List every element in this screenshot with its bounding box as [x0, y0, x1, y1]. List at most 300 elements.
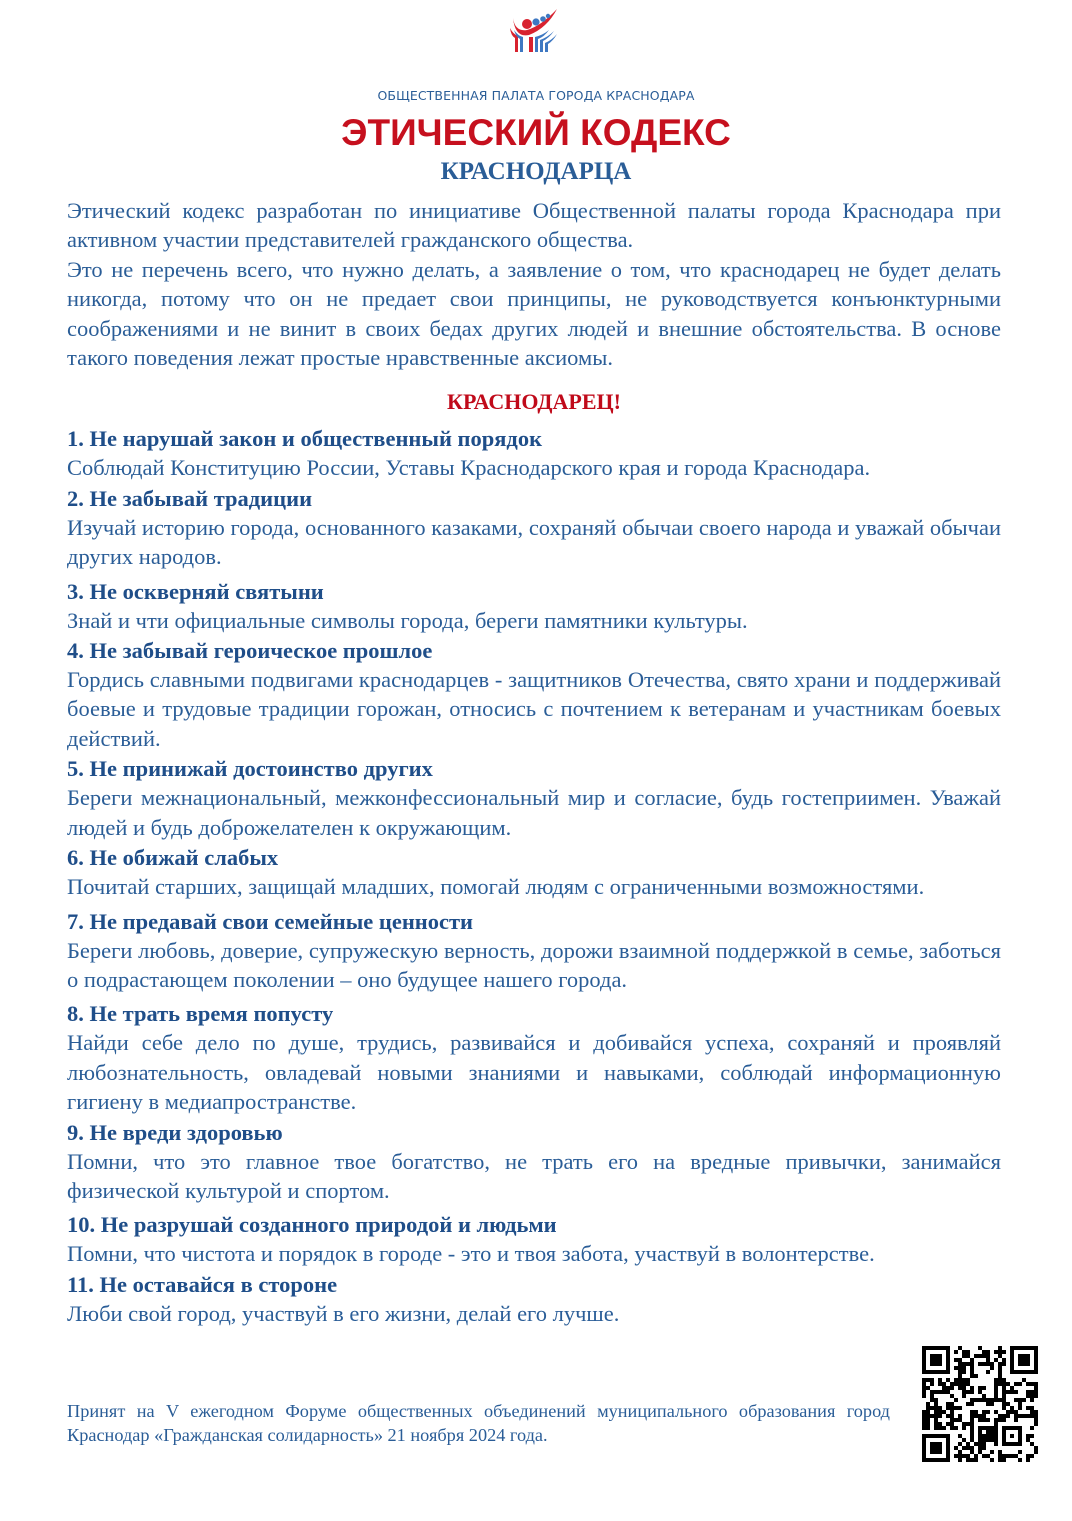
qr-module [982, 1398, 986, 1402]
document-subtitle: КРАСНОДАРЦА [440, 158, 632, 185]
rule-item [67, 485, 1001, 572]
qr-module [946, 1414, 950, 1418]
qr-module [1030, 1398, 1034, 1402]
qr-module [986, 1398, 990, 1402]
qr-module [986, 1418, 990, 1422]
qr-module [958, 1414, 962, 1418]
qr-module [1034, 1386, 1038, 1390]
qr-module [1002, 1398, 1006, 1402]
qr-module [998, 1374, 1002, 1378]
qr-module [1034, 1446, 1038, 1450]
rule-title: 11. Не оставайся в стороне [67, 1271, 338, 1297]
qr-module [998, 1346, 1002, 1350]
qr-module [970, 1438, 974, 1442]
qr-module [954, 1426, 958, 1430]
qr-module [1034, 1382, 1038, 1386]
qr-module [1030, 1410, 1034, 1414]
qr-module [958, 1454, 962, 1458]
qr-module [1002, 1358, 1006, 1362]
qr-module [954, 1418, 958, 1422]
intro-paragraph: Этический кодекс разработан по инициативе Общественной палаты города Краснодара при активном участии представителей гражданского общества. [67, 198, 1001, 253]
qr-module [982, 1426, 986, 1430]
qr-module [958, 1366, 962, 1370]
rules-list [67, 425, 1001, 1328]
rule-item [67, 1271, 1001, 1328]
rule-title: 9. Не вреди здоровью [67, 1119, 283, 1145]
qr-module [1002, 1362, 1006, 1366]
qr-module [930, 1394, 934, 1398]
qr-module [982, 1434, 986, 1438]
qr-module [922, 1386, 926, 1390]
qr-module [998, 1354, 1002, 1358]
qr-module [998, 1362, 1002, 1366]
qr-module [958, 1442, 962, 1446]
qr-module [1022, 1378, 1026, 1382]
qr-module [938, 1378, 942, 1382]
qr-module [1010, 1386, 1014, 1390]
qr-module [962, 1386, 966, 1390]
qr-module [954, 1382, 958, 1386]
qr-module [1030, 1426, 1034, 1430]
qr-module [958, 1374, 962, 1378]
qr-module [970, 1434, 974, 1438]
qr-module [990, 1362, 994, 1366]
qr-module [922, 1390, 926, 1394]
qr-module [982, 1446, 986, 1450]
qr-module [970, 1422, 974, 1426]
qr-module [946, 1422, 950, 1426]
qr-module [990, 1366, 994, 1370]
qr-module [1002, 1378, 1006, 1382]
qr-module [934, 1390, 938, 1394]
qr-module [1014, 1454, 1018, 1458]
qr-module [922, 1394, 926, 1398]
rule-text: Береги межнациональный, межконфессиональный мир и согласие, будь гостеприимен. Уважай людей и будь доброжелателен к окружающим. [67, 785, 1001, 840]
qr-module [922, 1414, 926, 1418]
qr-module [970, 1430, 974, 1434]
qr-module [1010, 1390, 1014, 1394]
qr-module [942, 1390, 946, 1394]
rule-item [67, 425, 1001, 482]
qr-module [994, 1442, 998, 1446]
qr-module [1002, 1406, 1006, 1410]
qr-module [1018, 1402, 1022, 1406]
qr-module [930, 1406, 934, 1410]
qr-module [958, 1458, 962, 1462]
qr-module [950, 1402, 954, 1406]
qr-module [1030, 1394, 1034, 1398]
rule-text: Знай и чти официальные символы города, береги памятники культуры. [67, 607, 748, 633]
qr-module [982, 1442, 986, 1446]
qr-module [938, 1422, 942, 1426]
document-title: ЭТИЧЕСКИЙ КОДЕКС [341, 112, 731, 153]
qr-module [982, 1362, 986, 1366]
qr-module [950, 1386, 954, 1390]
qr-module [986, 1438, 990, 1442]
rule-item [67, 1211, 1001, 1268]
qr-module [970, 1390, 974, 1394]
qr-module [986, 1410, 990, 1414]
qr-module [994, 1386, 998, 1390]
qr-module [1030, 1434, 1034, 1438]
qr-module [946, 1406, 950, 1410]
qr-module [998, 1382, 1002, 1386]
qr-module [1018, 1458, 1022, 1462]
qr-module [922, 1422, 926, 1426]
rule-title: 6. Не обижай слабых [67, 845, 279, 871]
qr-module [962, 1362, 966, 1366]
qr-module [930, 1382, 934, 1386]
qr-module [1018, 1398, 1022, 1402]
qr-module [930, 1378, 934, 1382]
qr-module [978, 1450, 982, 1454]
qr-module [1026, 1434, 1030, 1438]
rule-title: 8. Не трать время попусту [67, 1001, 334, 1027]
rule-title: 5. Не принижай достоинство других [67, 756, 433, 782]
qr-module [1014, 1382, 1018, 1386]
rule-text: Соблюдай Конституцию России, Уставы Краснодарского края и города Краснодара. [67, 455, 871, 481]
qr-module [990, 1398, 994, 1402]
qr-module [998, 1366, 1002, 1370]
rule-text: Почитай старших, защищай младших, помогай людям с ограниченными возможностями. [67, 874, 925, 900]
qr-module [930, 1414, 934, 1418]
qr-module [974, 1454, 978, 1458]
qr-module [926, 1410, 930, 1414]
qr-module [950, 1414, 954, 1418]
qr-module [950, 1418, 954, 1422]
qr-module [1014, 1414, 1018, 1418]
qr-module [994, 1358, 998, 1362]
qr-module [986, 1362, 990, 1366]
qr-module [942, 1426, 946, 1430]
qr-module [926, 1386, 930, 1390]
qr-module [926, 1422, 930, 1426]
qr-module [1026, 1394, 1030, 1398]
qr-module [926, 1426, 930, 1430]
qr-module [970, 1358, 974, 1362]
qr-module [1006, 1390, 1010, 1394]
qr-module [1014, 1418, 1018, 1422]
qr-module [922, 1426, 926, 1430]
qr-module [994, 1398, 998, 1402]
qr-module [994, 1422, 998, 1426]
qr-module [926, 1378, 930, 1382]
qr-module [1002, 1350, 1006, 1354]
qr-module [962, 1446, 966, 1450]
qr-module [1026, 1406, 1030, 1410]
qr-module [966, 1378, 970, 1382]
rule-title: 7. Не предавай свои семейные ценности [67, 908, 474, 934]
qr-module [978, 1414, 982, 1418]
qr-module [922, 1410, 926, 1414]
qr-module [950, 1406, 954, 1410]
qr-module [962, 1354, 966, 1358]
qr-module [966, 1382, 970, 1386]
qr-module [926, 1402, 930, 1406]
qr-module [1006, 1454, 1010, 1458]
qr-module [998, 1398, 1002, 1402]
qr-module [934, 1406, 938, 1410]
qr-module [1014, 1390, 1018, 1394]
qr-module [998, 1350, 1002, 1354]
rule-text: Найди себе дело по душе, трудись, развивайся и добивайся успеха, сохраняй и проявляй любознательность, овладевай новыми знаниями и навыками, соблюдай информационную гигиену в медиапространстве. [67, 1030, 1001, 1115]
qr-module [954, 1406, 958, 1410]
qr-module [934, 1418, 938, 1422]
qr-module [954, 1446, 958, 1450]
qr-module [946, 1390, 950, 1394]
qr-module [966, 1402, 970, 1406]
qr-module [958, 1370, 962, 1374]
qr-module [970, 1374, 974, 1378]
qr-module [1022, 1398, 1026, 1402]
qr-module [958, 1434, 962, 1438]
qr-module [1018, 1406, 1022, 1410]
qr-module [962, 1394, 966, 1398]
qr-module [986, 1402, 990, 1406]
qr-module [994, 1438, 998, 1442]
qr-module [990, 1438, 994, 1442]
qr-module [1006, 1410, 1010, 1414]
qr-module [994, 1390, 998, 1394]
qr-module [1030, 1390, 1034, 1394]
qr-module [998, 1378, 1002, 1382]
qr-module [938, 1410, 942, 1414]
qr-module [966, 1446, 970, 1450]
qr-module [1034, 1410, 1038, 1414]
qr-code-icon[interactable] [922, 1346, 1038, 1462]
rule-text: Береги любовь, доверие, супружескую верность, дорожи взаимной поддержкой в семье, заботься о подрастающем поколении – оно будущее нашего города. [67, 937, 1001, 992]
qr-module [978, 1398, 982, 1402]
qr-module [986, 1354, 990, 1358]
qr-module [978, 1426, 982, 1430]
qr-module [998, 1418, 1002, 1422]
qr-module [990, 1458, 994, 1462]
qr-module [1026, 1438, 1030, 1442]
qr-module [926, 1406, 930, 1410]
qr-module [986, 1370, 990, 1374]
qr-module [966, 1354, 970, 1358]
qr-module [1026, 1382, 1030, 1386]
qr-module [982, 1410, 986, 1414]
qr-module [994, 1434, 998, 1438]
qr-module [994, 1410, 998, 1414]
qr-module [966, 1350, 970, 1354]
qr-module [950, 1426, 954, 1430]
qr-module [942, 1386, 946, 1390]
qr-module [934, 1426, 938, 1430]
qr-module [974, 1354, 978, 1358]
qr-module [970, 1410, 974, 1414]
qr-module [934, 1422, 938, 1426]
qr-module [978, 1418, 982, 1422]
rule-text: Помни, что это главное твое богатство, не трать его на вредные привычки, занимайся физической культурой и спортом. [67, 1148, 1001, 1203]
qr-module [958, 1418, 962, 1422]
rule-item [67, 578, 1001, 635]
qr-module [1010, 1406, 1014, 1410]
qr-module [962, 1438, 966, 1442]
qr-module [1006, 1402, 1010, 1406]
qr-module [958, 1406, 962, 1410]
rule-title: 3. Не оскверняй святыни [67, 578, 324, 604]
qr-module [974, 1398, 978, 1402]
qr-module [1034, 1422, 1038, 1426]
qr-module [990, 1450, 994, 1454]
qr-module [978, 1362, 982, 1366]
qr-module [970, 1370, 974, 1374]
qr-module [954, 1454, 958, 1458]
qr-module [926, 1418, 930, 1422]
qr-module [950, 1394, 954, 1398]
qr-module [934, 1398, 938, 1402]
qr-module [1034, 1414, 1038, 1418]
qr-module [962, 1390, 966, 1394]
qr-module [1030, 1442, 1034, 1446]
qr-module [978, 1346, 982, 1350]
qr-module [962, 1370, 966, 1374]
qr-module [1002, 1414, 1006, 1418]
rule-title: 4. Не забывай героическое прошлое [67, 638, 433, 664]
qr-module [1026, 1458, 1030, 1462]
qr-module [1018, 1414, 1022, 1418]
qr-module [934, 1414, 938, 1418]
qr-module [958, 1346, 962, 1350]
qr-module [998, 1414, 1002, 1418]
qr-module [966, 1362, 970, 1366]
qr-module [1002, 1458, 1006, 1462]
qr-module [994, 1430, 998, 1434]
qr-module [1030, 1414, 1034, 1418]
qr-module [986, 1454, 990, 1458]
qr-module [990, 1402, 994, 1406]
qr-module [970, 1426, 974, 1430]
qr-module [994, 1382, 998, 1386]
qr-module [970, 1362, 974, 1366]
qr-module [982, 1418, 986, 1422]
qr-module [978, 1442, 982, 1446]
qr-module [990, 1426, 994, 1430]
qr-module [1002, 1386, 1006, 1390]
qr-module [978, 1354, 982, 1358]
qr-module [962, 1350, 966, 1354]
qr-module [998, 1450, 1002, 1454]
qr-module [1026, 1414, 1030, 1418]
qr-module [970, 1458, 974, 1462]
qr-module [1026, 1390, 1030, 1394]
rule-text: Помни, что чистота и порядок в городе - это и твоя забота, участвуй в волонтерстве. [67, 1241, 875, 1267]
qr-module [938, 1426, 942, 1430]
qr-module [1002, 1382, 1006, 1386]
qr-module [966, 1422, 970, 1426]
qr-module [938, 1382, 942, 1386]
qr-module [962, 1382, 966, 1386]
qr-module [950, 1410, 954, 1414]
qr-module [1022, 1414, 1026, 1418]
qr-module [962, 1422, 966, 1426]
rule-item [67, 1000, 1001, 1116]
qr-module [1010, 1454, 1014, 1458]
qr-module [1002, 1454, 1006, 1458]
qr-module [986, 1434, 990, 1438]
qr-module [962, 1454, 966, 1458]
public-chamber-logo-icon [507, 6, 561, 54]
document-body [67, 196, 1001, 1330]
qr-module [970, 1366, 974, 1370]
qr-module [954, 1378, 958, 1382]
qr-module [958, 1378, 962, 1382]
qr-module [966, 1390, 970, 1394]
qr-module [958, 1382, 962, 1386]
qr-module [962, 1366, 966, 1370]
qr-module [926, 1414, 930, 1418]
qr-module [994, 1350, 998, 1354]
qr-module [990, 1430, 994, 1434]
qr-module [962, 1426, 966, 1430]
qr-module [986, 1426, 990, 1430]
qr-module [934, 1410, 938, 1414]
qr-module [958, 1362, 962, 1366]
qr-module [1014, 1398, 1018, 1402]
qr-module [978, 1434, 982, 1438]
qr-module [1002, 1390, 1006, 1394]
qr-module [966, 1458, 970, 1462]
qr-module [982, 1350, 986, 1354]
rule-text: Люби свой город, участвуй в его жизни, делай его лучше. [67, 1300, 620, 1326]
qr-module [1026, 1454, 1030, 1458]
adoption-note: Принят на V ежегодном Форуме общественных объединений муниципального образования город Краснодар «Гражданская солидарность» 21 ноября 2024 года. [67, 1401, 890, 1445]
qr-module [1006, 1382, 1010, 1386]
qr-module [934, 1402, 938, 1406]
qr-module [962, 1378, 966, 1382]
qr-module [974, 1410, 978, 1414]
qr-module [1018, 1382, 1022, 1386]
qr-module [994, 1426, 998, 1430]
qr-module [1018, 1450, 1022, 1454]
qr-module [954, 1350, 958, 1354]
qr-module [1002, 1418, 1006, 1422]
qr-module [970, 1418, 974, 1422]
qr-module [970, 1386, 974, 1390]
qr-module [978, 1390, 982, 1394]
rule-item [67, 637, 1001, 753]
qr-module [978, 1438, 982, 1442]
qr-module [938, 1390, 942, 1394]
qr-module [982, 1414, 986, 1418]
qr-module [1002, 1402, 1006, 1406]
qr-module [946, 1402, 950, 1406]
qr-module [970, 1446, 974, 1450]
qr-module [978, 1446, 982, 1450]
qr-module [974, 1442, 978, 1446]
rule-item [67, 908, 1001, 995]
qr-module [974, 1458, 978, 1462]
qr-module [970, 1402, 974, 1406]
qr-module [950, 1422, 954, 1426]
qr-module [950, 1382, 954, 1386]
qr-module [1030, 1454, 1034, 1458]
rule-text: Изучай историю города, основанного казаками, сохраняй обычаи своего народа и уважай обычаи других народов. [67, 514, 1001, 570]
qr-module [946, 1386, 950, 1390]
rule-title: 10. Не разрушай созданного природой и людьми [67, 1212, 557, 1238]
intro-paragraph: Это не перечень всего, что нужно делать, а заявление о том, что краснодарец не будет делать никогда, потому что он не предает свои принципы, не руководствуется конъюнктурными соображениями и не винит в своих бедах других людей и внешние обстоятельства. В основе такого поведения лежат простые нравственные аксиомы. [67, 256, 1001, 371]
qr-module [998, 1458, 1002, 1462]
qr-module [1030, 1406, 1034, 1410]
motto-heading: КРАСНОДАРЕЦ! [447, 389, 621, 415]
qr-module [1010, 1410, 1014, 1414]
rule-text: Гордись славными подвигами краснодарцев - защитников Отечества, свято храни и поддерживай боевые и трудовые традиции горожан, относись с почтением к ветеранам и участникам боевых действий. [67, 667, 1001, 751]
qr-module [978, 1430, 982, 1434]
qr-module [986, 1350, 990, 1354]
qr-module [954, 1366, 958, 1370]
